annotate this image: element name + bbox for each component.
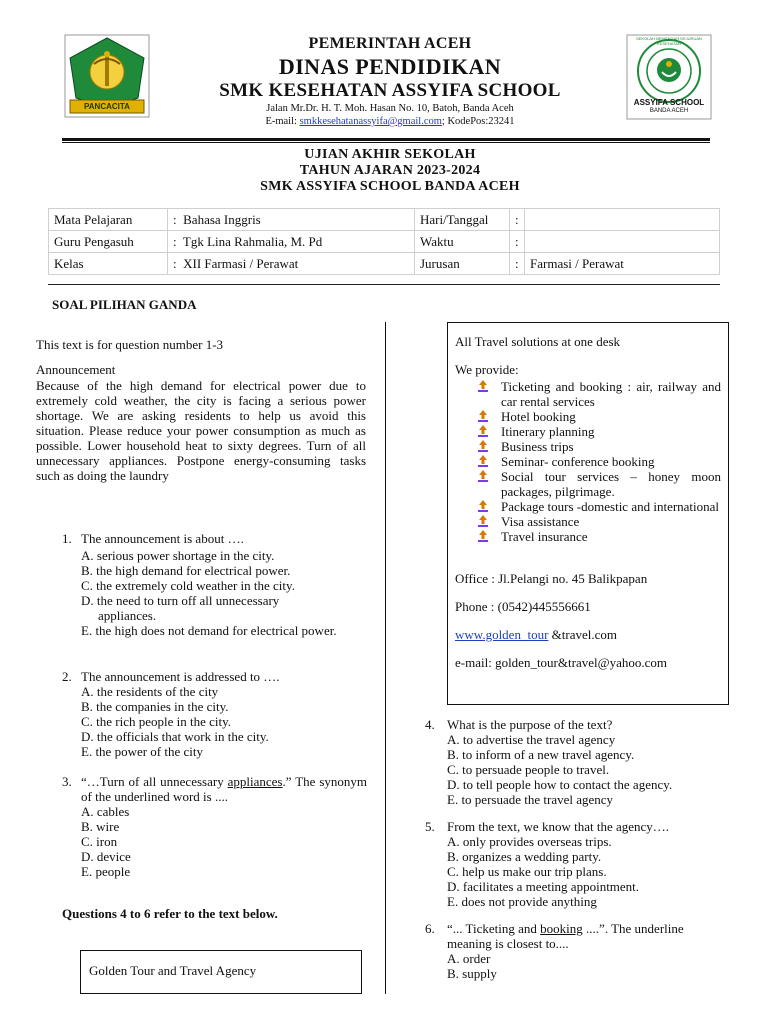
list-item bbox=[455, 424, 721, 439]
teacher-label: Guru Pengasuh bbox=[49, 231, 168, 253]
option-d[interactable]: D. to tell people how to contact the agency. bbox=[447, 777, 673, 792]
left-logo bbox=[64, 34, 150, 118]
list-item bbox=[455, 454, 721, 469]
teacher-value: : Tgk Lina Rahmalia, M. Pd bbox=[168, 231, 415, 253]
question-number: 2. bbox=[62, 669, 72, 684]
time-label: Waktu bbox=[415, 231, 510, 253]
option-a[interactable]: A. only provides overseas trips. bbox=[447, 834, 612, 849]
option-a[interactable]: A. order bbox=[447, 951, 491, 966]
ad-phone: Phone : (0542)445556661 bbox=[455, 599, 591, 614]
service-text: Visa assistance bbox=[501, 514, 580, 529]
question-3 bbox=[62, 774, 367, 879]
time-value bbox=[525, 231, 720, 253]
option-e[interactable]: E. does not provide anything bbox=[447, 894, 597, 909]
question-number: 3. bbox=[62, 774, 72, 789]
letterhead-address: Jalan Mr.Dr. H. T. Moh. Hasan No. 10, Batoh, Banda Aceh bbox=[266, 103, 514, 114]
arrow-bullet-icon bbox=[478, 515, 488, 527]
exam-title-3: SMK ASSYIFA SCHOOL BANDA ACEH bbox=[260, 179, 520, 194]
letterhead-rule-thin bbox=[62, 142, 710, 143]
subject-value: : Bahasa Inggris bbox=[168, 209, 415, 231]
column-divider bbox=[385, 322, 386, 994]
exam-title-2: TAHUN AJARAN 2023-2024 bbox=[299, 163, 481, 178]
table-row bbox=[49, 253, 720, 275]
services-list bbox=[455, 379, 721, 544]
major-label: Jurusan bbox=[415, 253, 510, 275]
letterhead-contact bbox=[160, 115, 620, 128]
arrow-bullet-icon bbox=[478, 380, 488, 392]
text1-body: Because of the high demand for electrical power due to extremely cold weather, the city is facing a serious power shortage. We are asking residents to help us avoid this situation. Please reduce your power consumption as much as possible. Lower household heat to sixty degrees. Turn of all unnecessary appliances. Postpone energy-consuming tasks such as doing the laundry bbox=[36, 378, 366, 483]
arrow-bullet-icon bbox=[478, 440, 488, 452]
option-e[interactable]: E. the power of the city bbox=[81, 744, 204, 759]
question-number: 6. bbox=[425, 921, 435, 936]
service-text: Ticketing and booking : air, railway and car rental services bbox=[501, 379, 721, 409]
class-label: Kelas bbox=[49, 253, 168, 275]
option-d[interactable]: D. the need to turn off all unnecessary appliances. bbox=[81, 593, 280, 623]
option-b[interactable]: B. wire bbox=[81, 819, 120, 834]
question-stem: “... Ticketing and booking ....”. The underline meaning is closest to.... bbox=[447, 921, 684, 951]
option-c[interactable]: C. to persuade people to travel. bbox=[447, 762, 610, 777]
underlined-word: appliances bbox=[227, 774, 283, 789]
major-value: Farmasi / Perawat bbox=[525, 253, 720, 275]
question-2 bbox=[62, 669, 362, 759]
option-a[interactable]: A. to advertise the travel agency bbox=[447, 732, 616, 747]
time-colon: : bbox=[510, 231, 525, 253]
service-text: Travel insurance bbox=[501, 529, 588, 544]
arrow-bullet-icon bbox=[478, 410, 488, 422]
right-logo-text: ASSYIFA SCHOOL bbox=[633, 98, 705, 107]
option-c[interactable]: C. the rich people in the city. bbox=[81, 714, 232, 729]
list-item bbox=[455, 379, 721, 409]
letterhead-government: PEMERINTAH ACEH bbox=[308, 35, 472, 52]
website-link[interactable]: www.golden_tour bbox=[455, 627, 549, 642]
service-text: Itinerary planning bbox=[501, 424, 595, 439]
email-link[interactable]: smkkesehatanassyifa@gmail.com bbox=[299, 116, 442, 127]
text1-intro: This text is for question number 1-3 bbox=[36, 337, 224, 352]
questions-4-6-note: Questions 4 to 6 refer to the text below. bbox=[62, 906, 278, 921]
question-1 bbox=[62, 531, 362, 638]
service-text: Package tours -domestic and international bbox=[501, 499, 720, 514]
day-value bbox=[525, 209, 720, 231]
text2-title-box bbox=[80, 950, 362, 994]
letterhead-school: SMK KESEHATAN ASSYIFA SCHOOL bbox=[219, 80, 561, 101]
text1-title: Announcement bbox=[36, 362, 116, 377]
question-stem: What is the purpose of the text? bbox=[447, 717, 613, 732]
service-text: Hotel booking bbox=[501, 409, 576, 424]
major-colon: : bbox=[510, 253, 525, 275]
arrow-bullet-icon bbox=[478, 500, 488, 512]
email-label: E-mail: bbox=[265, 116, 300, 127]
option-b[interactable]: B. supply bbox=[447, 966, 497, 981]
letterhead bbox=[160, 34, 620, 128]
table-row bbox=[49, 231, 720, 253]
option-b[interactable]: B. the companies in the city. bbox=[81, 699, 229, 714]
arrow-bullet-icon bbox=[478, 425, 488, 437]
arrow-bullet-icon bbox=[478, 530, 488, 542]
question-stem: The announcement is about …. bbox=[81, 531, 244, 546]
underlined-word: booking bbox=[540, 921, 583, 936]
section-divider bbox=[48, 284, 720, 285]
question-stem: “…Turn of all unnecessary appliances.” The synonym of the underlined word is .... bbox=[81, 774, 368, 804]
day-label: Hari/Tanggal bbox=[415, 209, 510, 231]
text2-title: Golden Tour and Travel Agency bbox=[89, 963, 257, 978]
exam-title-1: UJIAN AKHIR SEKOLAH bbox=[304, 147, 476, 162]
option-c[interactable]: C. help us make our trip plans. bbox=[447, 864, 607, 879]
option-d[interactable]: D. device bbox=[81, 849, 131, 864]
option-d[interactable]: D. the officials that work in the city. bbox=[81, 729, 269, 744]
right-logo-subtext: BANDA ACEH bbox=[649, 108, 689, 114]
day-colon: : bbox=[510, 209, 525, 231]
question-stem: From the text, we know that the agency…. bbox=[447, 819, 670, 834]
list-item bbox=[455, 514, 721, 529]
ad-provide-label: We provide: bbox=[455, 362, 519, 377]
service-text: Seminar- conference booking bbox=[501, 454, 655, 469]
question-number: 5. bbox=[425, 819, 435, 834]
list-item bbox=[455, 469, 721, 499]
question-stem: The announcement is addressed to …. bbox=[81, 669, 280, 684]
option-e[interactable]: E. people bbox=[81, 864, 131, 879]
question-6 bbox=[425, 921, 685, 981]
ad-office: Office : Jl.Pelangi no. 45 Balikpapan bbox=[455, 571, 648, 586]
service-text: Business trips bbox=[501, 439, 574, 454]
service-text: Social tour services – honey moon packages, pilgrimage. bbox=[501, 469, 721, 499]
right-logo bbox=[626, 34, 712, 120]
exam-info-table bbox=[48, 208, 720, 275]
option-c[interactable]: C. iron bbox=[81, 834, 118, 849]
subject-label: Mata Pelajaran bbox=[49, 209, 168, 231]
list-item bbox=[455, 409, 721, 424]
option-a[interactable]: A. the residents of the city bbox=[81, 684, 219, 699]
option-e[interactable]: E. the high does not demand for electrical power. bbox=[81, 623, 337, 638]
option-e[interactable]: E. to persuade the travel agency bbox=[447, 792, 614, 807]
option-b[interactable]: B. the high demand for electrical power. bbox=[81, 563, 291, 578]
class-value: : XII Farmasi / Perawat bbox=[168, 253, 415, 275]
letterhead-office: DINAS PENDIDIKAN bbox=[278, 54, 502, 79]
option-b[interactable]: B. to inform of a new travel agency. bbox=[447, 747, 635, 762]
option-c[interactable]: C. the extremely cold weather in the city. bbox=[81, 578, 295, 593]
question-4 bbox=[425, 717, 725, 807]
option-d[interactable]: D. facilitates a meeting appointment. bbox=[447, 879, 640, 894]
option-a[interactable]: A. cables bbox=[81, 804, 130, 819]
letterhead-rule-thick bbox=[62, 138, 710, 141]
ad-website bbox=[455, 627, 617, 642]
section-heading: SOAL PILIHAN GANDA bbox=[52, 297, 197, 312]
table-row bbox=[49, 209, 720, 231]
list-item bbox=[455, 529, 721, 544]
right-logo-ring-text: SEKOLAH MENENGAH KEJURUAN KESEHATAN bbox=[636, 36, 702, 46]
website-rest: &travel.com bbox=[548, 627, 617, 642]
arrow-bullet-icon bbox=[478, 455, 488, 467]
travel-ad-box bbox=[447, 322, 729, 705]
postal-code: ; KodePos:23241 bbox=[441, 116, 515, 127]
list-item bbox=[455, 499, 721, 514]
list-item bbox=[455, 439, 721, 454]
left-logo-text: PANCACITA bbox=[84, 102, 130, 111]
question-number: 4. bbox=[425, 717, 435, 732]
option-b[interactable]: B. organizes a wedding party. bbox=[447, 849, 602, 864]
ad-email: e-mail: golden_tour&travel@yahoo.com bbox=[455, 655, 667, 670]
arrow-bullet-icon bbox=[478, 470, 488, 482]
question-number: 1. bbox=[62, 531, 72, 546]
option-a[interactable]: A. serious power shortage in the city. bbox=[81, 548, 275, 563]
question-5 bbox=[425, 819, 725, 909]
ad-tagline: All Travel solutions at one desk bbox=[455, 334, 621, 349]
